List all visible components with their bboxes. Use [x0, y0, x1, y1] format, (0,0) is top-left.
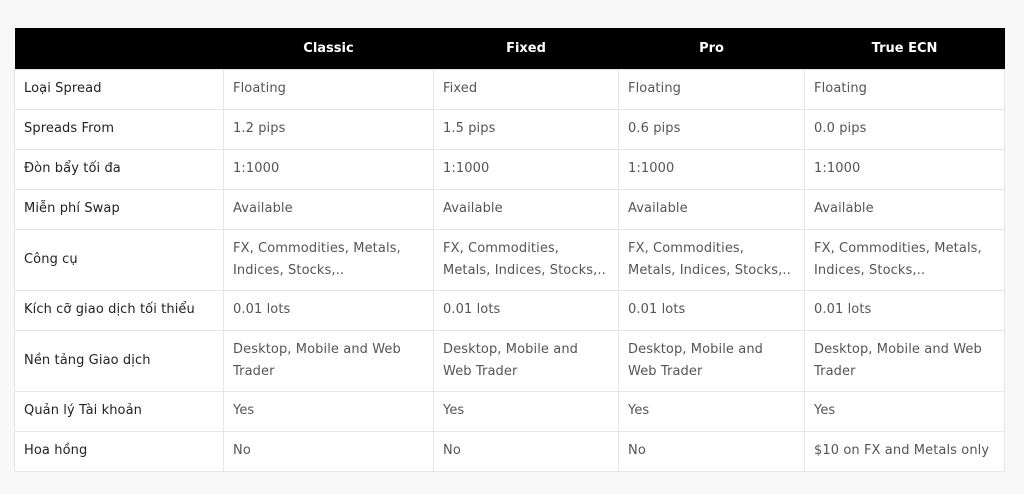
- table-cell: No: [619, 431, 805, 471]
- table-row-max-leverage: [15, 149, 1005, 189]
- row-label: Đòn bẩy tối đa: [15, 149, 224, 189]
- table-cell: 1:1000: [434, 149, 619, 189]
- table-row-instruments: [15, 229, 1005, 290]
- table-cell: No: [434, 431, 619, 471]
- table-cell: Floating: [805, 69, 1005, 109]
- table-cell: 1.5 pips: [434, 109, 619, 149]
- row-label: Nền tảng Giao dịch: [15, 330, 224, 391]
- table-cell: Floating: [619, 69, 805, 109]
- table-cell: 0.6 pips: [619, 109, 805, 149]
- table-cell: 0.0 pips: [805, 109, 1005, 149]
- table-cell: FX, Commodities, Metals, Indices, Stocks,..: [805, 229, 1005, 290]
- row-label: Miễn phí Swap: [15, 189, 224, 229]
- table-cell: No: [224, 431, 434, 471]
- header-classic: Classic: [303, 40, 354, 56]
- row-label: Spreads From: [15, 109, 224, 149]
- row-label: Kích cỡ giao dịch tối thiểu: [15, 290, 224, 330]
- table-row-swap-free: [15, 189, 1005, 229]
- row-label: Loại Spread: [15, 69, 224, 109]
- table-cell: 0.01 lots: [805, 290, 1005, 330]
- table-row-min-trade-size: [15, 290, 1005, 330]
- table-row-commission: [15, 431, 1005, 471]
- table-cell: Available: [224, 189, 434, 229]
- header-fixed: Fixed: [506, 40, 546, 56]
- table-row-spreads-from: [15, 109, 1005, 149]
- table-cell: Desktop, Mobile and Web Trader: [619, 330, 805, 391]
- table-cell: 1.2 pips: [224, 109, 434, 149]
- row-label: Quản lý Tài khoản: [15, 391, 224, 431]
- table-cell: Available: [619, 189, 805, 229]
- header-corner: [15, 28, 224, 69]
- header-true-ecn: True ECN: [871, 40, 938, 56]
- table-cell: FX, Commodities, Metals, Indices, Stocks,..: [619, 229, 805, 290]
- table-header-row: [15, 28, 1005, 69]
- table-cell: Desktop, Mobile and Web Trader: [434, 330, 619, 391]
- table-cell: Floating: [224, 69, 434, 109]
- table-cell: 0.01 lots: [619, 290, 805, 330]
- table-cell: 0.01 lots: [224, 290, 434, 330]
- table-cell: FX, Commodities, Metals, Indices, Stocks,..: [224, 229, 434, 290]
- table-cell: Yes: [619, 391, 805, 431]
- table-cell: 1:1000: [805, 149, 1005, 189]
- table-cell: FX, Commodities, Metals, Indices, Stocks,..: [434, 229, 619, 290]
- row-label: Công cụ: [15, 229, 224, 290]
- table-cell: Yes: [434, 391, 619, 431]
- table-cell: Yes: [224, 391, 434, 431]
- table-row-spread-type: [15, 69, 1005, 109]
- table-cell: $10 on FX and Metals only: [805, 431, 1005, 471]
- table-cell: Fixed: [434, 69, 619, 109]
- table-cell: Available: [805, 189, 1005, 229]
- table-row-trading-platform: [15, 330, 1005, 391]
- row-label: Hoa hồng: [15, 431, 224, 471]
- table-cell: Available: [434, 189, 619, 229]
- table-row-account-manager: [15, 391, 1005, 431]
- account-comparison-table: [14, 28, 1005, 472]
- table-cell: Desktop, Mobile and Web Trader: [224, 330, 434, 391]
- table-cell: 1:1000: [619, 149, 805, 189]
- account-comparison: [14, 28, 1004, 472]
- header-pro: Pro: [699, 40, 724, 56]
- table-cell: Yes: [805, 391, 1005, 431]
- table-cell: 0.01 lots: [434, 290, 619, 330]
- table-cell: Desktop, Mobile and Web Trader: [805, 330, 1005, 391]
- table-cell: 1:1000: [224, 149, 434, 189]
